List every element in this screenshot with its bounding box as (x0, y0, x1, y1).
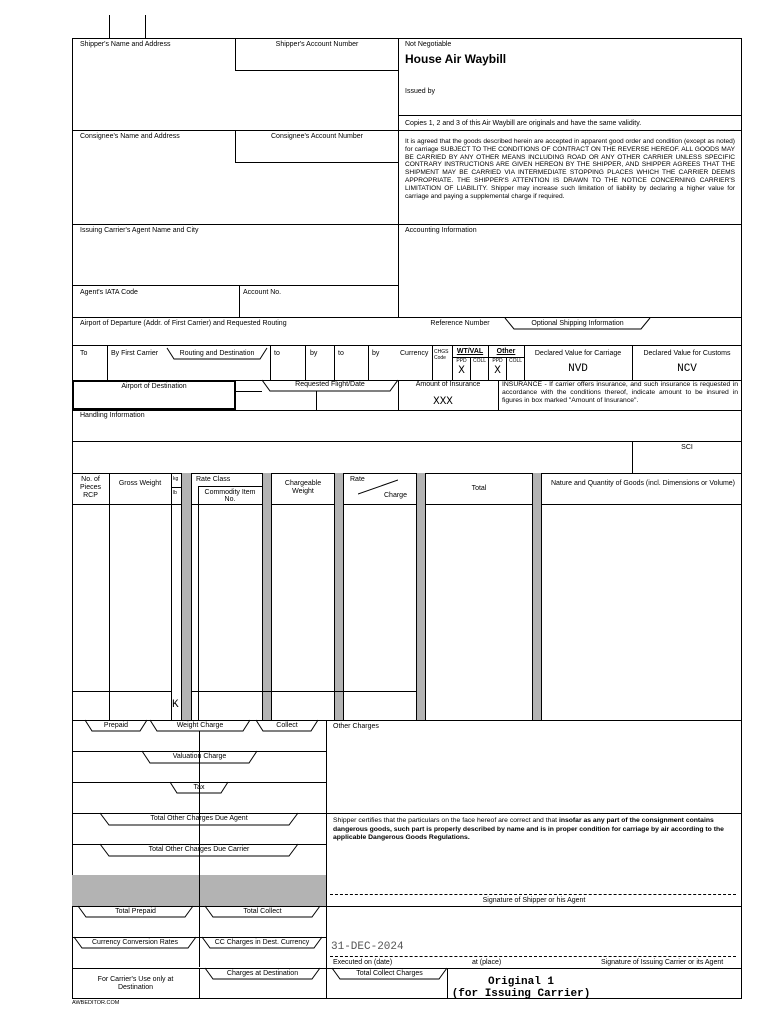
consignee-account-label: Consignee's Account Number (271, 133, 363, 140)
column-divider (171, 473, 172, 720)
original-copy-label (447, 976, 595, 1000)
total-prepaid-tab (78, 906, 193, 918)
row-divider (72, 691, 171, 692)
column-divider (368, 345, 369, 380)
footer-credit: AWBEDITOR.COM (72, 1000, 120, 1006)
other-charges-label: Other Charges (333, 723, 379, 730)
total-prepaid-label: Total Prepaid (115, 908, 156, 915)
row-divider (72, 473, 742, 474)
row-divider (72, 410, 742, 411)
other-label: Other (496, 348, 516, 355)
shipper-account-label: Shipper's Account Number (275, 41, 359, 48)
flight-date-tab (262, 380, 398, 392)
dest-charges-label: Charges at Destination (226, 970, 299, 977)
dest-charges-tab (205, 968, 320, 980)
row-divider (72, 504, 742, 505)
nature-goods-header: Nature and Quantity of Goods (incl. Dimensions or Volume) (550, 480, 736, 487)
accounting-info-label: Accounting Information (405, 227, 477, 234)
collect-label: Collect (276, 722, 298, 729)
weight-charge-tab (150, 720, 250, 732)
commodity-header: Commodity Item No. (204, 489, 256, 503)
due-agent-label: Total Other Charges Due Agent (150, 815, 248, 822)
original-line1: Original 1 (487, 976, 554, 988)
row-divider (72, 441, 742, 442)
signature-line (330, 894, 736, 895)
departure-label: Airport of Departure (Addr. of First Carrier) and Requested Routing (80, 320, 287, 327)
handling-info-label: Handling Information (80, 412, 145, 419)
code-label: Code (434, 355, 446, 361)
copies-note: Copies 1, 2 and 3 of this Air Waybill are originals and have the same validity. (405, 120, 642, 127)
coll1-label: COLL (472, 358, 487, 364)
to3-label: to (338, 350, 344, 357)
wtval-label: WT/VAL (456, 348, 484, 355)
carrier-signature-label: Signature of Issuing Carrier or its Agent (601, 959, 724, 966)
column-divider (199, 875, 200, 907)
prepaid-label: Prepaid (103, 722, 129, 729)
shaded-column (416, 473, 426, 720)
not-negotiable-label: Not Negotiable (405, 41, 452, 48)
column-divider (432, 345, 433, 380)
insurance-amount-label: Amount of Insurance (415, 381, 481, 388)
flight-date-label: Requested Flight/Date (295, 381, 365, 388)
row-divider (72, 224, 742, 225)
column-divider (199, 968, 200, 999)
certify-plain-text: Shipper certifies that the particulars on the face hereof are correct and that (333, 817, 559, 824)
carrier-use-label: For Carrier's Use only at Destination (97, 976, 174, 991)
to2-label: to (274, 350, 280, 357)
cc-charges-label: CC Charges in Dest. Currency (214, 939, 310, 946)
lb-label: lb (173, 490, 177, 496)
conditions-text: It is agreed that the goods described herein are accepted in apparent good order and condition (except as noted) for carriage SUBJECT TO THE CONDITIONS OF CONTRACT ON THE REVERSE HEREOF. ALL GOODS MAY BE CARRIED BY ANY OTHER MEANS INCLUDING ROAD OR ANY OTHER CARRIER UNLESS SPECIFIC CONTRARY INSTRUCTIONS ARE GIVEN HEREON BY THE SHIPPER, AND SHIPPER AGREES THAT THE SHIPMENT MAY BE CARRIED VIA INTERMEDIATE STOPPING PLACES WHICH THE CARRIER DEEMS APPROPRIATE. THE SHIPPER'S ATTENTION IS DRAWN TO THE NOTICE CONCERNING CARRIER'S LIMITATION OF LIABILITY. Shipper may increase such limitation of liability by declaring a higher value for carriage and paying a supplemental charge if required. (405, 138, 735, 200)
executed-on-label: Executed on (date) (333, 959, 393, 966)
by3-label: by (372, 350, 380, 357)
routing-destination-tab (167, 348, 267, 360)
insurance-amount-value[interactable]: XXX (433, 396, 453, 408)
tax-tab (170, 782, 228, 794)
row-divider (236, 391, 262, 392)
shipper-name-label: Shipper's Name and Address (80, 41, 171, 48)
consignee-name-label: Consignee's Name and Address (80, 133, 180, 140)
reference-number-label: Reference Number (430, 320, 490, 327)
document-title: House Air Waybill (405, 52, 507, 66)
row-divider (72, 130, 742, 131)
row-divider (192, 691, 416, 692)
issued-by-label: Issued by (405, 88, 435, 95)
insurance-note: INSURANCE - If carrier offers insurance, and such insurance is requested in accordance with the conditions thereof, indicate amount to be insured in figures in box marked "Amount of Insurance". (502, 381, 738, 404)
coll2-label: COLL (508, 358, 523, 364)
column-divider (498, 380, 499, 410)
executed-date[interactable]: 31-DEC-2024 (331, 941, 404, 953)
cc-charges-tab (202, 937, 322, 949)
total-collect-charges-label: Total Collect Charges (356, 970, 423, 977)
valuation-charge-label: Valuation Charge (172, 753, 227, 760)
collect-tab (256, 720, 318, 732)
first-carrier-label: By First Carrier (111, 350, 159, 357)
optional-shipping-label: Optional Shipping Information (531, 320, 624, 327)
column-divider (239, 285, 240, 318)
tax-label: Tax (193, 784, 205, 791)
ppd2-label: PPD (492, 358, 503, 364)
conversion-label: Currency Conversion Rates (92, 939, 178, 946)
charge-header: Charge (384, 492, 407, 499)
column-divider (107, 345, 108, 380)
total-collect-tab (205, 906, 320, 918)
shaded-column (532, 473, 542, 720)
currency-label: Currency (400, 350, 429, 357)
row-divider (171, 487, 181, 488)
sci-label: SCI (681, 444, 693, 451)
original-line2: (for Issuing Carrier) (451, 988, 591, 1000)
column-divider (198, 487, 199, 720)
signature-line (330, 956, 736, 957)
awb-number-divider (145, 15, 146, 39)
row-divider (198, 486, 262, 487)
due-carrier-label: Total Other Charges Due Carrier (148, 846, 250, 853)
row-divider (326, 813, 742, 814)
carriage-value[interactable]: NVD (568, 363, 588, 375)
shaded-column (262, 473, 272, 720)
destination-label: Airport of Destination (121, 383, 187, 390)
unit-mark[interactable]: K (172, 699, 179, 711)
row-divider (72, 345, 742, 346)
by2-label: by (310, 350, 318, 357)
certify-bold-text: insofar as any part of the consignment contains dangerous goods, such part is properly described by name and is in proper condition for carriage by air according to the applicable Dangerous Goods Regulations. (333, 817, 724, 841)
column-divider (316, 391, 317, 410)
due-agent-tab (100, 813, 298, 826)
shipper-signature-label: Signature of Shipper or his Agent (482, 897, 586, 904)
column-divider (109, 473, 110, 720)
prepaid-tab (85, 720, 147, 732)
shaded-column (334, 473, 344, 720)
rate-class-header: Rate Class (196, 476, 231, 483)
iata-code-label: Agent's IATA Code (80, 289, 138, 296)
customs-value-label: Declared Value for Customs (643, 350, 731, 357)
weight-charge-label: Weight Charge (176, 722, 224, 729)
column-divider (398, 38, 399, 318)
agent-name-label: Issuing Carrier's Agent Name and City (80, 227, 199, 234)
column-divider (305, 345, 306, 380)
shaded-column (181, 473, 192, 720)
carriage-value-label: Declared Value for Carriage (534, 350, 622, 357)
rate-header: Rate (350, 476, 365, 483)
total-collect-charges-tab (332, 968, 447, 980)
routing-destination-label: Routing and Destination (179, 350, 255, 357)
to-label: To (80, 350, 88, 357)
total-header: Total (471, 485, 487, 492)
shipper-certification (333, 817, 737, 843)
conversion-tab (74, 937, 196, 949)
due-carrier-tab (100, 844, 298, 857)
chgs-code-label (434, 349, 448, 361)
chgs-label: CHGS (434, 349, 449, 355)
customs-value[interactable]: NCV (677, 363, 697, 375)
awb-number-divider (109, 15, 110, 39)
wtval-ppd-mark[interactable]: X (458, 365, 465, 377)
optional-shipping-tab (505, 318, 650, 330)
column-divider (334, 345, 335, 380)
ppd1-label: PPD (456, 358, 467, 364)
chargeable-weight-header: Chargeable Weight (284, 480, 322, 495)
row-divider (72, 285, 398, 286)
total-collect-label: Total Collect (243, 908, 282, 915)
valuation-charge-tab (142, 751, 257, 764)
column-divider (326, 720, 327, 999)
at-place-label: at (place) (472, 959, 502, 966)
gross-weight-header: Gross Weight (118, 480, 162, 487)
other-ppd-mark[interactable]: X (494, 365, 501, 377)
kg-label: kg (173, 476, 179, 482)
column-divider (270, 345, 271, 380)
pieces-header: No. of Pieces RCP (79, 476, 101, 499)
account-no-label: Account No. (243, 289, 282, 296)
row-divider (398, 115, 742, 116)
